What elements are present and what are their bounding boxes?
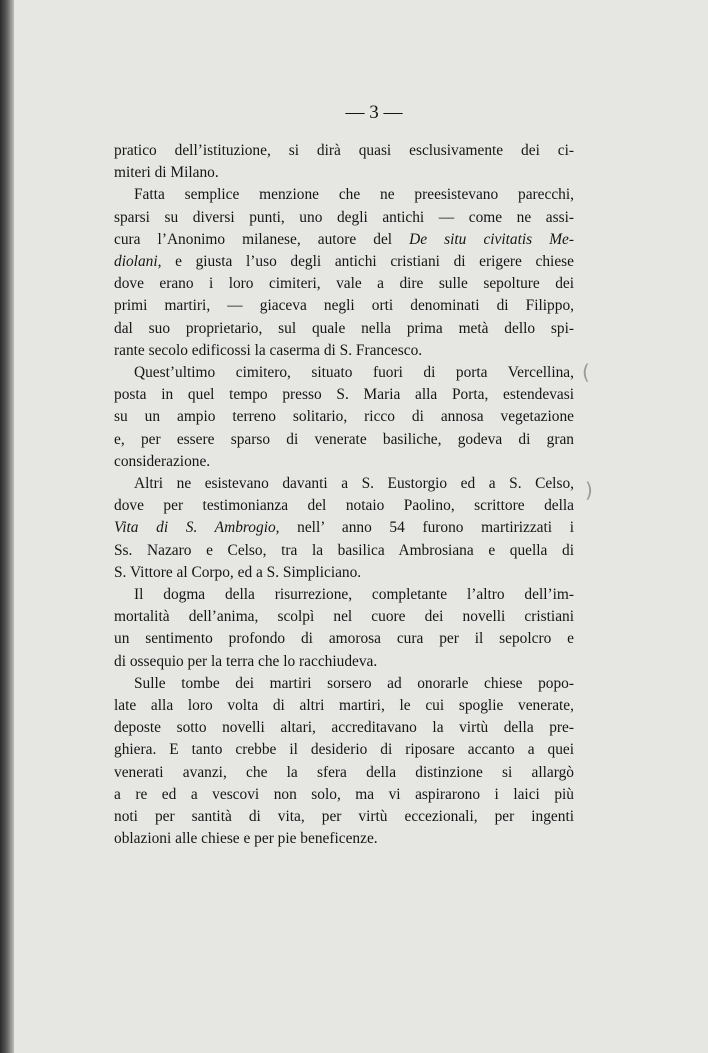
page-number: — 3 —: [345, 102, 403, 123]
text-line: a re ed a vescovi non solo, ma vi aspirarono i laici più: [114, 785, 574, 803]
text-line: dove per testimonianza del notaio Paolino, scrittore della: [114, 497, 574, 515]
text-line: Fatta semplice menzione che ne preesistevano parecchi,: [134, 186, 574, 204]
text-segment: nell’ anno 54 furono martirizzati i: [279, 519, 574, 537]
text-line: noti per santità di vita, per virtù eccezionali, per ingenti: [114, 808, 574, 826]
text-line: venerati avanzi, che la sfera della distinzione si allargò: [114, 763, 574, 781]
paragraph: [114, 362, 574, 473]
margin-blot-mark: (: [582, 360, 590, 384]
text-line: posta in quel tempo presso S. Maria alla Porta, estendevasi: [114, 386, 574, 404]
text-line: sparsi su diversi punti, uno degli antichi — come ne assi-: [114, 208, 574, 226]
text-line: di ossequio per la terra che lo racchiudeva.: [114, 652, 378, 670]
paragraph: [114, 140, 574, 184]
paragraph: [114, 673, 574, 851]
italic-title: De situ civitatis Me-: [409, 230, 575, 248]
italic-title: diolani,: [114, 253, 162, 271]
paragraph: [114, 473, 574, 584]
paragraph: [114, 184, 574, 362]
text-line: dove erano i loro cimiteri, vale a dire sulle sepolture dei: [114, 275, 574, 293]
text-line: S. Vittore al Corpo, ed a S. Simpliciano.: [114, 563, 362, 581]
text-line: Il dogma della risurrezione, completante l’altro dell’im-: [134, 586, 574, 604]
text-line: miteri di Milano.: [114, 164, 219, 182]
book-binding-edge: [0, 0, 14, 1053]
body-text: [114, 140, 574, 851]
text-segment: cura l’Anonimo milanese, autore del: [114, 230, 410, 248]
text-line: mortalità dell’anima, scolpì nel cuore dei novelli cristiani: [114, 608, 574, 626]
text-line: su un ampio terreno solitario, ricco di annosa vegetazione: [114, 408, 574, 426]
text-line: considerazione.: [114, 452, 211, 470]
text-line: oblazioni alle chiese e per pie beneficenze.: [114, 830, 378, 848]
text-segment: e giusta l’uso degli antichi cristiani di erigere chiese: [161, 253, 574, 271]
margin-blot-mark: ): [585, 478, 593, 502]
text-line-with-italic: [114, 251, 574, 273]
text-line: Quest’ultimo cimitero, situato fuori di porta Vercellina,: [134, 364, 574, 382]
text-line: rante secolo edificossi la caserma di S. Francesco.: [114, 341, 423, 359]
text-line: late alla loro volta di altri martiri, le cui spoglie venerate,: [114, 697, 574, 715]
text-line: Altri ne esistevano davanti a S. Eustorgio ed a S. Celso,: [134, 475, 574, 493]
paragraph: [114, 584, 574, 673]
text-line: deposte sotto novelli altari, accreditavano la virtù della pre-: [114, 719, 574, 737]
text-line-with-italic: [114, 229, 574, 251]
text-line: e, per essere sparso di venerate basiliche, godeva di gran: [114, 430, 574, 448]
text-line: ghiera. E tanto crebbe il desiderio di riposare accanto a quei: [114, 741, 574, 759]
text-line: primi martiri, — giaceva negli orti denominati di Filippo,: [114, 297, 574, 315]
text-line: Sulle tombe dei martiri sorsero ad onorarle chiese popo-: [134, 674, 574, 692]
text-line-with-italic: [114, 517, 574, 539]
text-line: pratico dell’istituzione, si dirà quasi esclusivamente dei ci-: [114, 142, 574, 159]
italic-title: Vita di S. Ambrogio,: [114, 519, 280, 537]
text-line: un sentimento profondo di amorosa cura per il sepolcro e: [114, 630, 574, 648]
text-line: Ss. Nazaro e Celso, tra la basilica Ambrosiana e quella di: [114, 541, 574, 559]
text-line: dal suo proprietario, sul quale nella prima metà dello spi-: [114, 319, 574, 337]
